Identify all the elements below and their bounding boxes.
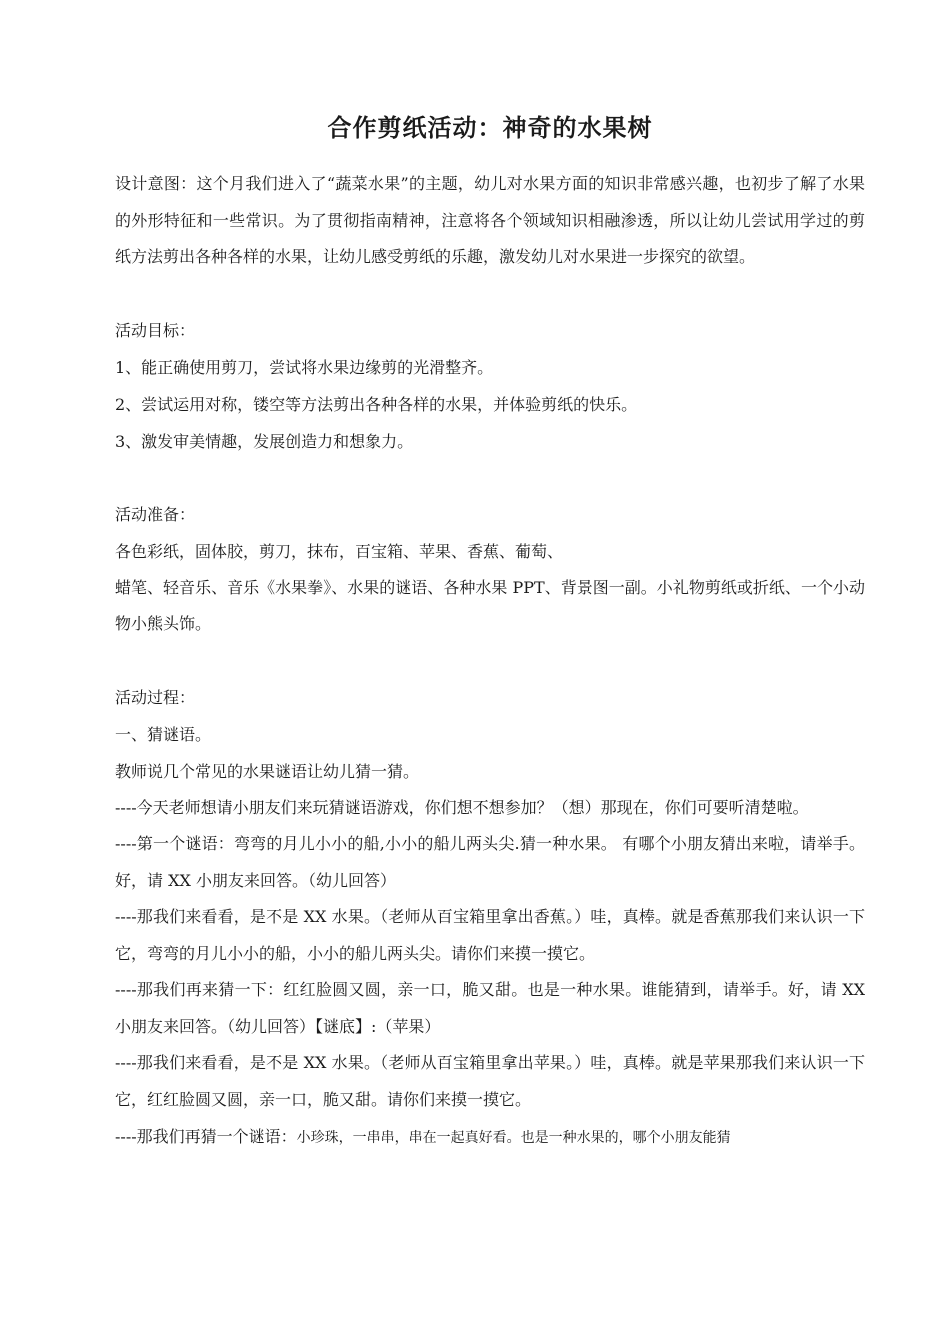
riddle-text: 小珍珠，一串串，串在一起真好看。也是一种水果的，哪个小朋友能猜 <box>296 1130 731 1146</box>
riddle-intro: ----那我们再猜一个谜语： <box>115 1127 297 1146</box>
spacer <box>115 460 865 496</box>
page-title: 合作剪纸活动：神奇的水果树 <box>327 113 653 142</box>
goal-item: 1、能正确使用剪刀，尝试将水果边缘剪的光滑整齐。 <box>115 357 494 377</box>
design-intent: 设计意图：这个月我们进入了“蔬菜水果”的主题，幼儿对水果方面的知识非常感兴趣，也初步了解了水果的外形特征和一些常识。为了贯彻指南精神，注意将各个领域知识相融渗透，所以让幼儿尝试用学过的剪纸方法剪出各种各样的水果，让幼儿感受剪纸的乐趣，激发幼儿对水果进一步探究的欲望。 <box>115 174 865 266</box>
process-paragraph: ----今天老师想请小朋友们来玩猜谜语游戏，你们想不想参加？（想）那现在，你们可要听清楚啦。 <box>115 797 809 817</box>
process-heading: 活动过程： <box>115 687 196 707</box>
document-page <box>115 110 865 1157</box>
spacer <box>115 643 865 679</box>
process-paragraph: ----第一个谜语：弯弯的月儿小小的船,小小的船儿两头尖.猜一种水果。 有哪个小朋友猜出来啦，请举手。好，请 XX 小朋友来回答。（幼儿回答） <box>115 834 865 890</box>
process-paragraph: ----那我们再来猜一下：红红脸圆又圆，亲一口，脆又甜。也是一种水果。谁能猜到，请举手。好，请 XX 小朋友来回答。（幼儿回答）【谜底】:（苹果） <box>115 980 865 1036</box>
process-paragraph: ----那我们来看看，是不是 XX 水果。（老师从百宝箱里拿出苹果。）哇，真棒。就是苹果那我们来认识一下它，红红脸圆又圆，亲一口，脆又甜。请你们来摸一摸它。 <box>115 1053 865 1109</box>
goal-item: 3、激发审美情趣，发展创造力和想象力。 <box>115 431 414 451</box>
prep-heading: 活动准备： <box>115 504 196 524</box>
prep-line: 蜡笔、轻音乐、音乐《水果拳》、水果的谜语、各种水果 PPT、背景图一副。小礼物剪纸或折纸、一个小动物小熊头饰。 <box>115 577 865 633</box>
process-step: 一、猜谜语。 <box>115 724 212 744</box>
process-paragraph <box>115 1118 865 1157</box>
process-paragraph: ----那我们来看看，是不是 XX 水果。（老师从百宝箱里拿出香蕉。）哇，真棒。就是香蕉那我们来认识一下它，弯弯的月儿小小的船，小小的船儿两头尖。请你们来摸一摸它。 <box>115 907 865 963</box>
prep-line: 各色彩纸，固体胶，剪刀，抹布，百宝箱、苹果、香蕉、葡萄、 <box>115 541 564 561</box>
goals-heading: 活动目标： <box>115 320 196 340</box>
spacer <box>115 276 865 312</box>
goal-item: 2、尝试运用对称，镂空等方法剪出各种各样的水果，并体验剪纸的快乐。 <box>115 394 638 414</box>
process-step-desc: 教师说几个常见的水果谜语让幼儿猜一猜。 <box>115 761 420 781</box>
